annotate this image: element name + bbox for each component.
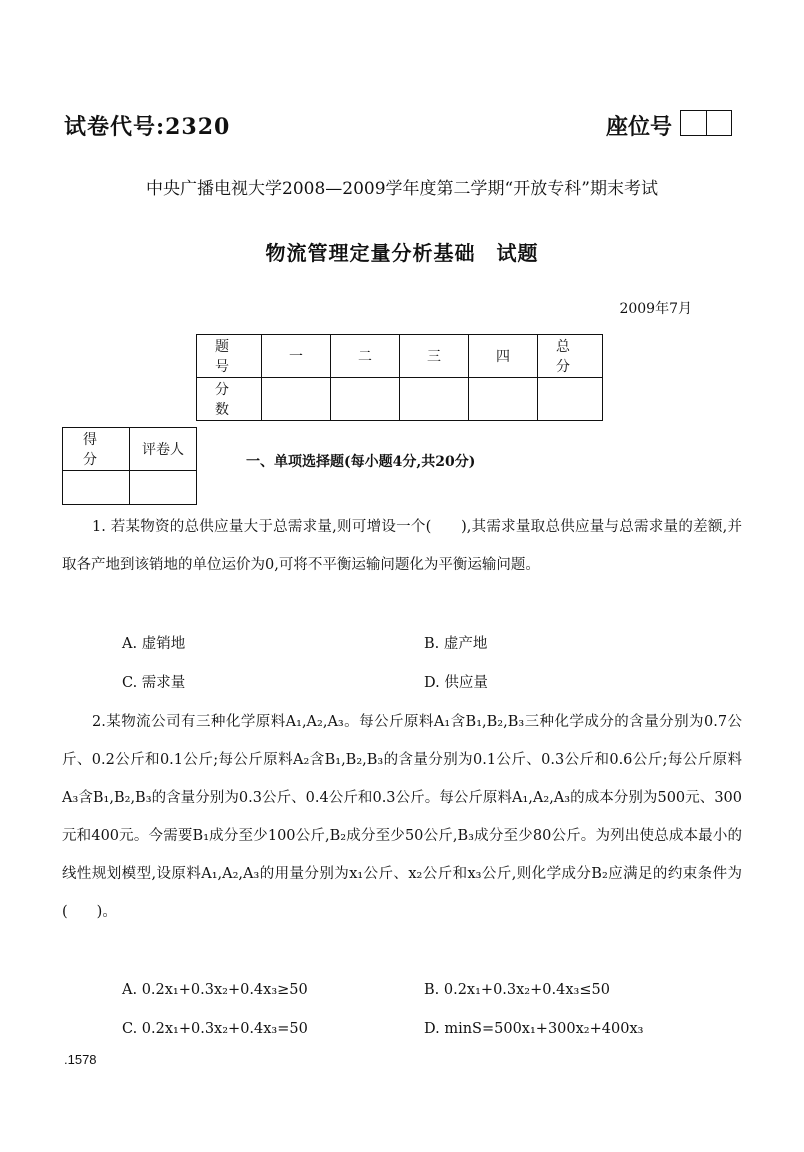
- page-number: .1578: [64, 1052, 97, 1067]
- score-table-header-cell: 题 号: [197, 335, 262, 378]
- score-row-label: 分 数: [197, 378, 262, 421]
- q2-option-c[interactable]: C. 0.2x₁+0.3x₂+0.4x₃=50: [122, 1021, 308, 1037]
- seat-label: 座位号: [606, 114, 673, 140]
- score-table-header-cell: 三: [400, 335, 469, 378]
- grader-name-cell[interactable]: [130, 471, 197, 505]
- exam-date: 2009年7月: [619, 301, 692, 317]
- q1-option-b[interactable]: B. 虚产地: [424, 636, 488, 652]
- score-table-header-cell: 总 分: [538, 335, 603, 378]
- score-table-score-row: [197, 378, 603, 421]
- q2-option-b[interactable]: B. 0.2x₁+0.3x₂+0.4x₃≤50: [424, 982, 610, 998]
- grader-score-label: 得 分: [63, 428, 130, 471]
- q1-option-a[interactable]: A. 虚销地: [122, 636, 186, 652]
- score-cell[interactable]: [538, 378, 603, 421]
- score-table-header-cell: 一: [262, 335, 331, 378]
- q1-option-c[interactable]: C. 需求量: [122, 675, 186, 691]
- exam-title: 中央广播电视大学2008—2009学年度第二学期“开放专科”期末考试: [146, 179, 658, 199]
- subject-title: 物流管理定量分析基础 试题: [265, 241, 539, 265]
- score-table-header-cell: 四: [469, 335, 538, 378]
- paper-code: 试卷代号:2320: [64, 114, 231, 140]
- q1-option-d[interactable]: D. 供应量: [424, 675, 488, 691]
- question-2-text: 2.某物流公司有三种化学原料A₁,A₂,A₃。每公斤原料A₁含B₁,B₂,B₃三种化学成分的含量分别为0.7公斤、0.2公斤和0.1公斤;每公斤原料A₂含B₁,B₂,B₃的含量分别为0.1公斤、0.3公斤和0.6公斤;每公斤原料A₃含B₁,B₂,B₃的含量分别为0.3公斤、0.4公斤和0.3公斤。每公斤原料A₁,A₂,A₃的成本分别为500元、300元和400元。今需要B₁成分至少100公斤,B₂成分至少50公斤,B₃成分至少80公斤。为列出使总成本最小的线性规划模型,设原料A₁,A₂,A₃的用量分别为x₁公斤、x₂公斤和x₃公斤,则化学成分B₂应满足的约束条件为( )。: [62, 714, 742, 920]
- section-1-title: 一、单项选择题(每小题4分,共20分): [246, 454, 476, 470]
- score-cell[interactable]: [262, 378, 331, 421]
- score-table: [196, 334, 612, 421]
- grader-score-cell[interactable]: [63, 471, 130, 505]
- score-table-header-row: [197, 335, 603, 378]
- score-cell[interactable]: [469, 378, 538, 421]
- grader-table: [62, 427, 197, 505]
- q2-option-d[interactable]: D. minS=500x₁+300x₂+400x₃: [424, 1021, 644, 1037]
- seat-number-box[interactable]: [680, 110, 732, 136]
- grader-label: 评卷人: [130, 428, 197, 471]
- q2-option-a[interactable]: A. 0.2x₁+0.3x₂+0.4x₃≥50: [122, 982, 308, 998]
- score-table-header-cell: 二: [331, 335, 400, 378]
- question-1-text: 1. 若某物资的总供应量大于总需求量,则可增设一个( ),其需求量取总供应量与总需求量的差额,并取各产地到该销地的单位运价为0,可将不平衡运输问题化为平衡运输问题。: [62, 519, 742, 573]
- score-cell[interactable]: [331, 378, 400, 421]
- score-cell[interactable]: [400, 378, 469, 421]
